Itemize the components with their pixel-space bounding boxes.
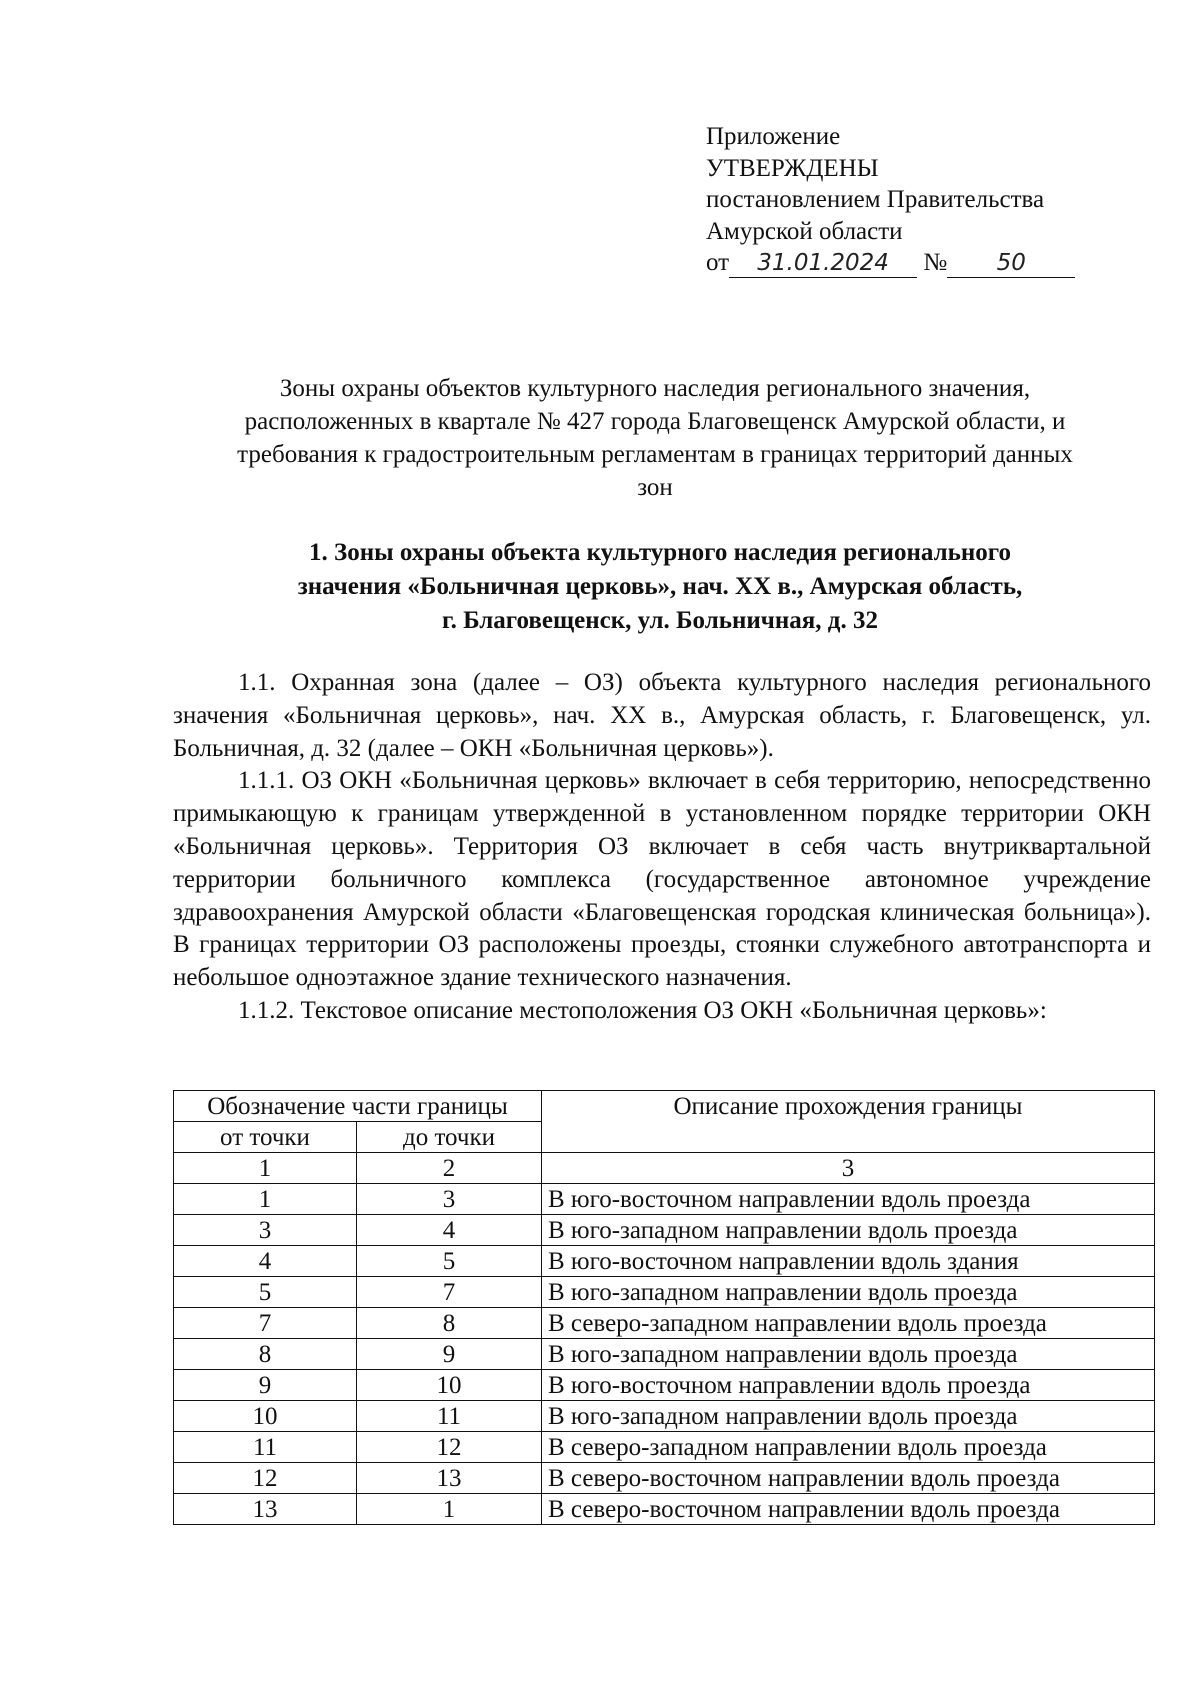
cell-description: В юго-западном направлении вдоль проезда [542,1215,1155,1246]
cell-to: 5 [357,1246,542,1277]
document-title [165,372,1145,504]
paragraph-1-1-1: 1.1.1. ОЗ ОКН «Больничная церковь» включает в себя территорию, непосредственно примыкающую к границам утвержденной в установленном порядке территории ОКН «Больничная церковь». Территория ОЗ включает в себя часть внутриквартальной территории больничного комплекса (государственное автономное учреждение здравоохранения Амурской области «Благовещенская городская клиническая больница»). В границах территории ОЗ расположены проезды, стоянки служебного автотранспорта и небольшое одноэтажное здание технического назначения. [173,767,1151,992]
table-row [174,1370,1155,1401]
table-row [174,1277,1155,1308]
approved-label: УТВЕРЖДЕНЫ [706,154,879,182]
table-row [174,1215,1155,1246]
header-from-point: от точки [174,1122,357,1153]
cell-from: 8 [174,1339,357,1370]
cell-description: В юго-восточном направлении вдоль проезда [542,1184,1155,1215]
table-row [174,1246,1155,1277]
table-row [174,1308,1155,1339]
cell-from: 13 [174,1494,357,1525]
cell-from: 7 [174,1308,357,1339]
cell-to: 10 [357,1370,542,1401]
table-row [174,1184,1155,1215]
title-line: зон [637,474,673,501]
section-line: 1. Зоны охраны объекта культурного наследия регионального [309,539,1011,566]
section-line: значения «Больничная церковь», нач. XX в., Амурская область, [297,573,1023,600]
body-text [173,667,1151,1028]
cell-from: 12 [174,1463,357,1494]
cell-from: 3 [174,1215,357,1246]
header-to-point: до точки [357,1122,542,1153]
cell-description: В юго-западном направлении вдоль проезда [542,1401,1155,1432]
table-header-row [174,1091,1155,1122]
cell-to: 13 [357,1463,542,1494]
cell-description: В юго-западном направлении вдоль проезда [542,1339,1155,1370]
date-number-line [706,247,1146,279]
number-prefix: № [923,249,948,276]
cell-from: 4 [174,1246,357,1277]
section-heading [170,536,1150,638]
number-handwritten: 50 [947,250,1075,278]
header-description: Описание прохождения границы [542,1091,1155,1153]
header-boundary-part: Обозначение части границы [174,1091,542,1122]
cell-to: 12 [357,1432,542,1463]
cell-to: 8 [357,1308,542,1339]
paragraph-1-1-2: 1.1.2. Текстовое описание местоположения ОЗ ОКН «Больничная церковь»: [238,996,1047,1024]
table-column-numbers-row [174,1153,1155,1184]
cell-description: В юго-западном направлении вдоль проезда [542,1277,1155,1308]
cell-to: 3 [357,1184,542,1215]
section-line: г. Благовещенск, ул. Больничная, д. 32 [442,607,878,634]
cell-description: В северо-восточном направлении вдоль проезда [542,1463,1155,1494]
cell-from: 10 [174,1401,357,1432]
title-line: расположенных в квартале № 427 города Благовещенск Амурской области, и [244,408,1066,435]
cell-to: 9 [357,1339,542,1370]
cell-to: 1 [357,1494,542,1525]
table-row [174,1339,1155,1370]
cell-description: В северо-восточном направлении вдоль проезда [542,1494,1155,1525]
column-number: 3 [542,1153,1155,1184]
cell-description: В северо-западном направлении вдоль проезда [542,1308,1155,1339]
approval-header [706,121,1146,279]
cell-description: В юго-восточном направлении вдоль проезда [542,1370,1155,1401]
table-row [174,1494,1155,1525]
cell-from: 9 [174,1370,357,1401]
cell-description: В юго-восточном направлении вдоль здания [542,1246,1155,1277]
resolution-label: постановлением Правительства [706,186,1045,213]
table-row [174,1401,1155,1432]
column-number: 2 [357,1153,542,1184]
paragraph-1-1: 1.1. Охранная зона (далее – ОЗ) объекта культурного наследия регионального значения «Больничная церковь», нач. XX в., Амурская область, г. Благовещенск, ул. Больничная, д. 32 (далее – ОКН «Больничная церковь»). [173,669,1151,762]
appendix-label: Приложение [706,123,841,150]
cell-from: 1 [174,1184,357,1215]
table-row [174,1463,1155,1494]
cell-description: В северо-западном направлении вдоль проезда [542,1432,1155,1463]
table-row [174,1432,1155,1463]
title-line: Зоны охраны объектов культурного наследия регионального значения, [279,375,1031,402]
cell-to: 11 [357,1401,542,1432]
title-line: требования к градостроительным регламентам в границах территорий данных [237,441,1073,468]
cell-to: 4 [357,1215,542,1246]
column-number: 1 [174,1153,357,1184]
date-prefix: от [706,249,730,276]
boundary-table [173,1090,1155,1525]
date-handwritten: 31.01.2024 [729,250,917,278]
cell-from: 5 [174,1277,357,1308]
region-label: Амурской области [706,217,903,245]
cell-from: 11 [174,1432,357,1463]
cell-to: 7 [357,1277,542,1308]
